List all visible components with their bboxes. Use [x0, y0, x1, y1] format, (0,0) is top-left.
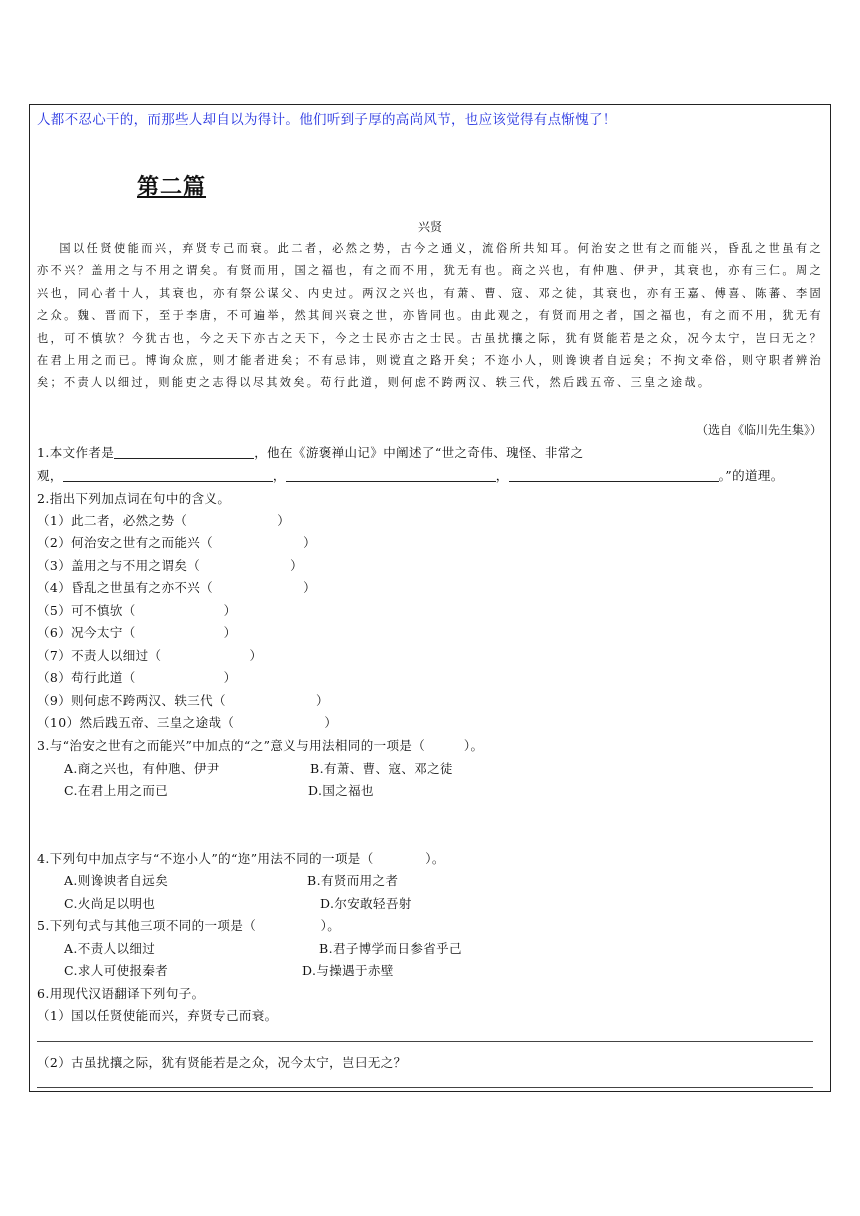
q5-option-a[interactable]: A.不责人以细过	[64, 941, 156, 956]
q1-part3: 观，	[37, 468, 63, 483]
passage-title: 兴贤	[417, 220, 442, 234]
intro-line: 人都不忍心干的，而那些人却自以为得计。他们听到子厚的高尚风节，也应该觉得有点惭愧了！	[37, 112, 617, 128]
section-heading: 第二篇	[137, 174, 207, 200]
q2-item-9: （9）则何虑不跨两汉、轶三代（ ）	[37, 693, 329, 708]
q2-item-1: （1）此二者，必然之势（ ）	[37, 513, 291, 528]
q3-option-d[interactable]: D.国之福也	[308, 783, 374, 798]
q1-end: 。”的道理。	[718, 468, 784, 483]
q2-stem: 2.指出下列加点词在句中的含义。	[37, 491, 231, 506]
passage-source: （选自《临川先生集》）	[695, 423, 822, 437]
q2-item-10: （10）然后践五帝、三皇之途哉（ ）	[37, 715, 338, 730]
q1-blank-3[interactable]	[509, 468, 719, 482]
q1-sep1: ，	[272, 468, 286, 483]
q6-sentence-1: （1）国以任贤使能而兴，弃贤专己而衰。	[37, 1008, 278, 1023]
q2-item-6: （6）况今太宁（ ）	[37, 625, 237, 640]
q6-answer-line-2[interactable]	[37, 1087, 813, 1088]
q1-part1: 1.本文作者是	[37, 445, 115, 460]
q1-sep2: ，	[495, 468, 509, 483]
q4-option-a[interactable]: A.则谗谀者自远矣	[64, 873, 169, 888]
q4-option-b[interactable]: B.有贤而用之者	[307, 873, 399, 888]
q5-stem: 5.下列句式与其他三项不同的一项是（ ）。	[37, 918, 341, 933]
q1-blank-author[interactable]	[114, 445, 254, 459]
q3-stem: 3.与“治安之世有之而能兴”中加点的“之”意义与用法相同的一项是（ ）。	[37, 738, 484, 753]
q5-option-c[interactable]: C.求人可使报秦者	[64, 963, 169, 978]
q2-item-4: （4）昏乱之世虽有之亦不兴（ ）	[37, 580, 316, 595]
q4-option-c[interactable]: C.火尚足以明也	[64, 896, 156, 911]
q1-blank-1[interactable]	[63, 468, 273, 482]
q2-item-8: （8）苟行此道（ ）	[37, 670, 237, 685]
q4-option-d[interactable]: D.尔安敢轻吾射	[320, 896, 412, 911]
q1-line2	[37, 466, 784, 484]
q1-line1	[37, 443, 584, 461]
q6-sentence-2: （2）古虽扰攘之际，犹有贤能若是之众，况今太宁，岂曰无之？	[37, 1055, 407, 1070]
q5-option-d[interactable]: D.与操遇于赤壁	[302, 963, 394, 978]
q2-item-3: （3）盖用之与不用之谓矣（ ）	[37, 558, 304, 573]
q1-blank-2[interactable]	[286, 468, 496, 482]
q6-answer-line-1[interactable]	[37, 1041, 813, 1042]
q6-stem: 6.用现代汉语翻译下列句子。	[37, 986, 205, 1001]
q2-item-5: （5）可不慎欤（ ）	[37, 603, 237, 618]
q3-option-a[interactable]: A.商之兴也，有仲虺、伊尹	[64, 761, 220, 776]
q5-option-b[interactable]: B.君子博学而日参省乎己	[319, 941, 462, 956]
q3-option-c[interactable]: C.在君上用之而已	[64, 783, 169, 798]
q3-option-b[interactable]: B.有萧、曹、寇、邓之徒	[310, 761, 453, 776]
q1-part2: ，他在《游褒禅山记》中阐述了“世之奇伟、瑰怪、非常之	[254, 445, 584, 460]
q2-item-7: （7）不责人以细过（ ）	[37, 648, 263, 663]
q4-stem: 4.下列句中加点字与“不迩小人”的“迩”用法不同的一项是（ ）。	[37, 851, 445, 866]
q2-item-2: （2）何治安之世有之而能兴（ ）	[37, 535, 316, 550]
passage-text: 国以任贤使能而兴，弃贤专己而衰。此二者，必然之势，古今之通义，流俗所共知耳。何治安之世有之而能兴，昏乱之世虽有之亦不兴？盖用之与不用之谓矣。有贤而用，国之福也，有之而不用，犹无有也。商之兴也，有仲虺、伊尹，其衰也，亦有三仁。周之兴也，同心者十人，其衰也，亦有祭公谋父、内史过。两汉之兴也，有萧、曹、寇、邓之徒，其衰也，亦有王嘉、傅喜、陈蕃、李固之众。魏、晋而下，至于李唐，不可遍举，然其间兴衰之世，亦皆同也。由此观之，有贤而用之者，国之福也，有之而不用，犹无有也，可不慎欤？今犹古也，今之天下亦古之天下，今之士民亦古之士民。古虽扰攘之际，犹有贤能若是之众，况今太宁，岂曰无之？在君上用之而已。博询众庶，则才能者进矣；不有忌讳，则谠直之路开矣；不迩小人，则谗谀者自远矣；不拘文牵俗，则守职者辨治矣；不责人以细过，则能吏之志得以尽其效矣。苟行此道，则何虑不跨两汉、轶三代，然后践五帝、三皇之途哉。	[37, 242, 823, 390]
